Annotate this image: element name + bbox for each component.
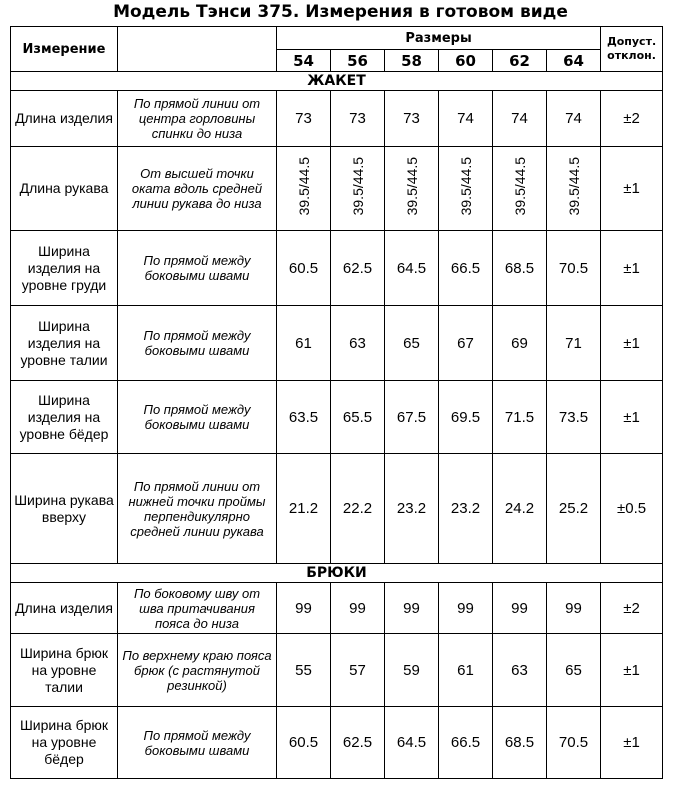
page-title: Модель Тэнси 375. Измерения в готовом виде bbox=[113, 2, 568, 22]
value-cell: 71 bbox=[547, 306, 601, 381]
measurement-name: Ширина брюк на уровне бёдер bbox=[11, 707, 118, 779]
value-cell: 68.5 bbox=[493, 231, 547, 306]
value-cell: 61 bbox=[439, 634, 493, 707]
table-row bbox=[11, 231, 663, 306]
measurements-table bbox=[10, 26, 663, 779]
value-text: 39.5/44.5 bbox=[295, 157, 312, 216]
value-cell bbox=[385, 147, 439, 231]
tolerance-value: ±1 bbox=[601, 231, 663, 306]
size-56: 56 bbox=[331, 50, 385, 72]
value-cell: 63.5 bbox=[277, 381, 331, 454]
measurement-description: По прямой между боковыми швами bbox=[118, 381, 277, 454]
value-cell: 99 bbox=[439, 583, 493, 634]
value-cell: 65 bbox=[547, 634, 601, 707]
value-cell: 73 bbox=[331, 91, 385, 147]
measurement-name: Длина рукава bbox=[11, 147, 118, 231]
value-text: 39.5/44.5 bbox=[565, 157, 582, 216]
value-text: 39.5/44.5 bbox=[511, 157, 528, 216]
value-text: 39.5/44.5 bbox=[403, 157, 420, 216]
table-row bbox=[11, 381, 663, 454]
header-row bbox=[11, 27, 663, 50]
size-58: 58 bbox=[385, 50, 439, 72]
value-text: 39.5/44.5 bbox=[349, 157, 366, 216]
value-cell bbox=[547, 147, 601, 231]
value-text: 39.5/44.5 bbox=[457, 157, 474, 216]
value-cell: 64.5 bbox=[385, 707, 439, 779]
value-cell: 62.5 bbox=[331, 707, 385, 779]
value-cell: 99 bbox=[385, 583, 439, 634]
value-cell: 71.5 bbox=[493, 381, 547, 454]
value-cell: 23.2 bbox=[439, 454, 493, 564]
measurement-name: Ширина изделия на уровне талии bbox=[11, 306, 118, 381]
header-tolerance: Допуст. отклон. bbox=[601, 27, 663, 72]
value-cell: 24.2 bbox=[493, 454, 547, 564]
size-64: 64 bbox=[547, 50, 601, 72]
measurement-description: По прямой линии от нижней точки проймы перпендикулярно средней линии рукава bbox=[118, 454, 277, 564]
value-cell: 57 bbox=[331, 634, 385, 707]
size-54: 54 bbox=[277, 50, 331, 72]
table-row bbox=[11, 707, 663, 779]
measurement-description: По прямой между боковыми швами bbox=[118, 306, 277, 381]
measurement-description: По прямой линии от центра горловины спинки до низа bbox=[118, 91, 277, 147]
section-title: БРЮКИ bbox=[11, 564, 663, 583]
value-cell: 73.5 bbox=[547, 381, 601, 454]
value-cell: 73 bbox=[385, 91, 439, 147]
table-row bbox=[11, 91, 663, 147]
section-row bbox=[11, 72, 663, 91]
tolerance-value: ±1 bbox=[601, 634, 663, 707]
value-cell: 59 bbox=[385, 634, 439, 707]
table-row bbox=[11, 147, 663, 231]
measurement-description: По боковому шву от шва притачивания пояса до низа bbox=[118, 583, 277, 634]
table-row bbox=[11, 634, 663, 707]
value-cell: 65 bbox=[385, 306, 439, 381]
value-cell: 69.5 bbox=[439, 381, 493, 454]
value-cell: 64.5 bbox=[385, 231, 439, 306]
header-measurement: Измерение bbox=[11, 27, 118, 72]
value-cell: 74 bbox=[439, 91, 493, 147]
measurement-name: Ширина изделия на уровне бёдер bbox=[11, 381, 118, 454]
value-cell: 63 bbox=[331, 306, 385, 381]
measurement-description: От высшей точки оката вдоль средней линии рукава до низа bbox=[118, 147, 277, 231]
value-cell: 60.5 bbox=[277, 707, 331, 779]
value-cell: 99 bbox=[547, 583, 601, 634]
value-cell: 61 bbox=[277, 306, 331, 381]
measurement-name: Ширина брюк на уровне талии bbox=[11, 634, 118, 707]
value-cell: 67.5 bbox=[385, 381, 439, 454]
measurement-name: Длина изделия bbox=[11, 583, 118, 634]
value-cell: 23.2 bbox=[385, 454, 439, 564]
value-cell: 62.5 bbox=[331, 231, 385, 306]
measurement-description: По прямой между боковыми швами bbox=[118, 707, 277, 779]
value-cell bbox=[277, 147, 331, 231]
tolerance-value: ±1 bbox=[601, 381, 663, 454]
measurement-description: По верхнему краю пояса брюк (с растянутой резинкой) bbox=[118, 634, 277, 707]
measurement-description: По прямой между боковыми швами bbox=[118, 231, 277, 306]
header-sizes: Размеры bbox=[277, 27, 601, 50]
table-row bbox=[11, 454, 663, 564]
tolerance-value: ±1 bbox=[601, 306, 663, 381]
section-title: ЖАКЕТ bbox=[11, 72, 663, 91]
header-blank bbox=[118, 27, 277, 72]
value-cell: 55 bbox=[277, 634, 331, 707]
tolerance-value: ±1 bbox=[601, 147, 663, 231]
value-cell: 68.5 bbox=[493, 707, 547, 779]
measurement-name: Ширина изделия на уровне груди bbox=[11, 231, 118, 306]
value-cell bbox=[331, 147, 385, 231]
section-row bbox=[11, 564, 663, 583]
value-cell: 21.2 bbox=[277, 454, 331, 564]
value-cell: 69 bbox=[493, 306, 547, 381]
tolerance-value: ±1 bbox=[601, 707, 663, 779]
table-row bbox=[11, 583, 663, 634]
value-cell: 70.5 bbox=[547, 231, 601, 306]
value-cell: 99 bbox=[277, 583, 331, 634]
tolerance-value: ±2 bbox=[601, 583, 663, 634]
value-cell: 25.2 bbox=[547, 454, 601, 564]
value-cell: 99 bbox=[331, 583, 385, 634]
value-cell bbox=[439, 147, 493, 231]
table-row bbox=[11, 306, 663, 381]
value-cell: 74 bbox=[547, 91, 601, 147]
tolerance-value: ±2 bbox=[601, 91, 663, 147]
value-cell bbox=[493, 147, 547, 231]
table-body bbox=[11, 27, 663, 779]
size-62: 62 bbox=[493, 50, 547, 72]
value-cell: 60.5 bbox=[277, 231, 331, 306]
measurement-name: Ширина рукава вверху bbox=[11, 454, 118, 564]
value-cell: 22.2 bbox=[331, 454, 385, 564]
value-cell: 67 bbox=[439, 306, 493, 381]
size-60: 60 bbox=[439, 50, 493, 72]
value-cell: 66.5 bbox=[439, 707, 493, 779]
value-cell: 99 bbox=[493, 583, 547, 634]
value-cell: 65.5 bbox=[331, 381, 385, 454]
value-cell: 73 bbox=[277, 91, 331, 147]
measurement-name: Длина изделия bbox=[11, 91, 118, 147]
tolerance-value: ±0.5 bbox=[601, 454, 663, 564]
value-cell: 63 bbox=[493, 634, 547, 707]
value-cell: 66.5 bbox=[439, 231, 493, 306]
value-cell: 74 bbox=[493, 91, 547, 147]
value-cell: 70.5 bbox=[547, 707, 601, 779]
